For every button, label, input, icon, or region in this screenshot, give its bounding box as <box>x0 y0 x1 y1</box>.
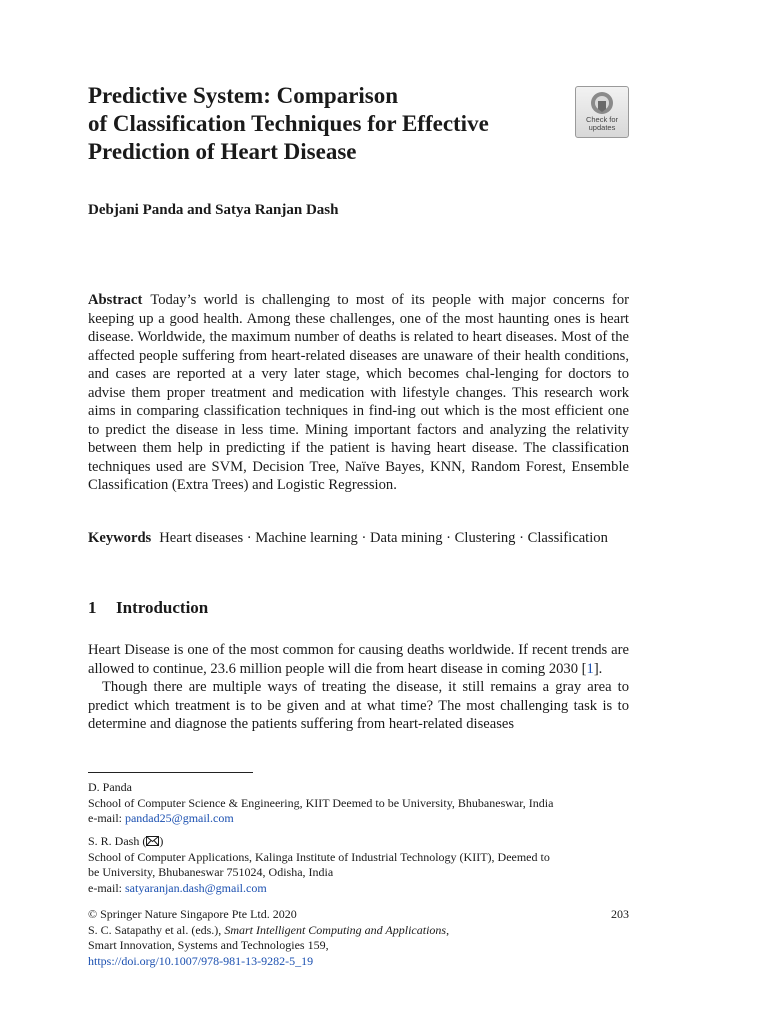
page-footer <box>88 907 629 969</box>
envelope-icon <box>146 836 159 846</box>
section-heading <box>88 597 208 619</box>
badge-label-1: Check for <box>585 115 619 124</box>
author2-email-link[interactable]: satyaranjan.dash@gmail.com <box>124 880 267 895</box>
email-label: e-mail: <box>88 811 125 825</box>
keywords <box>88 529 629 548</box>
citation-link[interactable]: 1 <box>586 660 594 677</box>
abstract-label: Abstract <box>88 292 143 308</box>
author2-email-line <box>88 881 648 897</box>
abstract <box>88 291 629 495</box>
title-line-1: Predictive System: Comparison <box>88 83 399 108</box>
book-title-end: , <box>446 922 450 937</box>
author2-affiliation-1: School of Computer Applications, Kalinga Institute of Industrial Technology (KIIT), Deemed to <box>88 849 550 864</box>
email-label: e-mail: <box>88 880 125 895</box>
author2-name-line <box>88 834 648 850</box>
book-title: Smart Intelligent Computing and Applications <box>224 922 447 937</box>
abstract-text: Today’s world is challenging to most of its people with major concerns for keeping up a good health. Among these challenges, one of the most haunting ones is heart disease. Worldwide, the maximum number of deaths is related to heart diseases. Most of the affected people suffering from heart-related diseases are unaware of their health conditions, and cases are reported at a very later stage, which becomes chal-lenging for doctors to advise them proper treatment and medication with lifestyle changes. This research work aims in comparing classification techniques in find-ing out which is the most efficient one to predict the disease in less time. Mining important factors and analyzing the relativity between them help in predicting if the patient is having heart disease. The classification techniques used are SVM, Decision Tree, Naïve Bayes, KNN, Random Forest, Ensemble Classification (Extra Trees) and Logistic Regression. <box>88 292 629 493</box>
check-for-updates-badge[interactable] <box>575 86 629 138</box>
keywords-label: Keywords <box>88 530 152 546</box>
intro-paragraph-2: Though there are multiple ways of treating the disease, it still remains a gray area to predict which treatment is to be given and at what time? The most challenging task is to determine and diagnose the patients suffering from heart-related diseases <box>88 679 629 732</box>
intro-p1-text: Heart Disease is one of the most common for causing deaths worldwide. If recent trends are allowed to continue, 23.6 million people will die from heart disease in coming 2030 [ <box>88 642 629 677</box>
footnote-author-1 <box>88 780 648 827</box>
check-updates-icon <box>589 90 615 116</box>
intro-p1-end: ]. <box>593 660 603 677</box>
intro-paragraph-1 <box>88 641 629 678</box>
citation-line <box>88 923 629 939</box>
author1-name: D. Panda <box>88 780 132 794</box>
author2-name: S. R. Dash ( <box>88 834 147 848</box>
page-number: 203 <box>611 907 629 921</box>
section-number: 1 <box>88 598 97 617</box>
author2-affiliation-2: be University, Bhubaneswar 751024, Odisha, India <box>88 865 334 879</box>
editors: S. C. Satapathy et al. (eds.), <box>88 922 225 937</box>
author1-email-line <box>88 811 648 827</box>
section-title: Introduction <box>116 598 209 617</box>
title-line-2: of Classification Techniques for Effective <box>88 111 489 136</box>
introduction-body <box>88 641 629 734</box>
doi-link[interactable]: https://doi.org/10.1007/978-981-13-9282-5_19 <box>88 953 314 968</box>
title-line-3: Prediction of Heart Disease <box>88 139 357 164</box>
footnote-divider <box>88 772 253 773</box>
author2-name-end: ) <box>159 834 164 848</box>
author1-email-link[interactable]: pandad25@gmail.com <box>124 811 234 825</box>
keywords-text: Heart diseases · Machine learning · Data mining · Clustering · Classification <box>159 530 608 546</box>
copyright-line: © Springer Nature Singapore Pte Ltd. 2020 <box>88 907 297 921</box>
footnote-author-2 <box>88 834 648 896</box>
paper-title <box>88 82 558 166</box>
author1-affiliation: School of Computer Science & Engineering, KIIT Deemed to be University, Bhubaneswar, India <box>88 795 554 810</box>
author-list: Debjani Panda and Satya Ranjan Dash <box>88 202 339 218</box>
badge-label-2: updates <box>588 123 616 132</box>
series-line: Smart Innovation, Systems and Technologies 159, <box>88 938 329 952</box>
